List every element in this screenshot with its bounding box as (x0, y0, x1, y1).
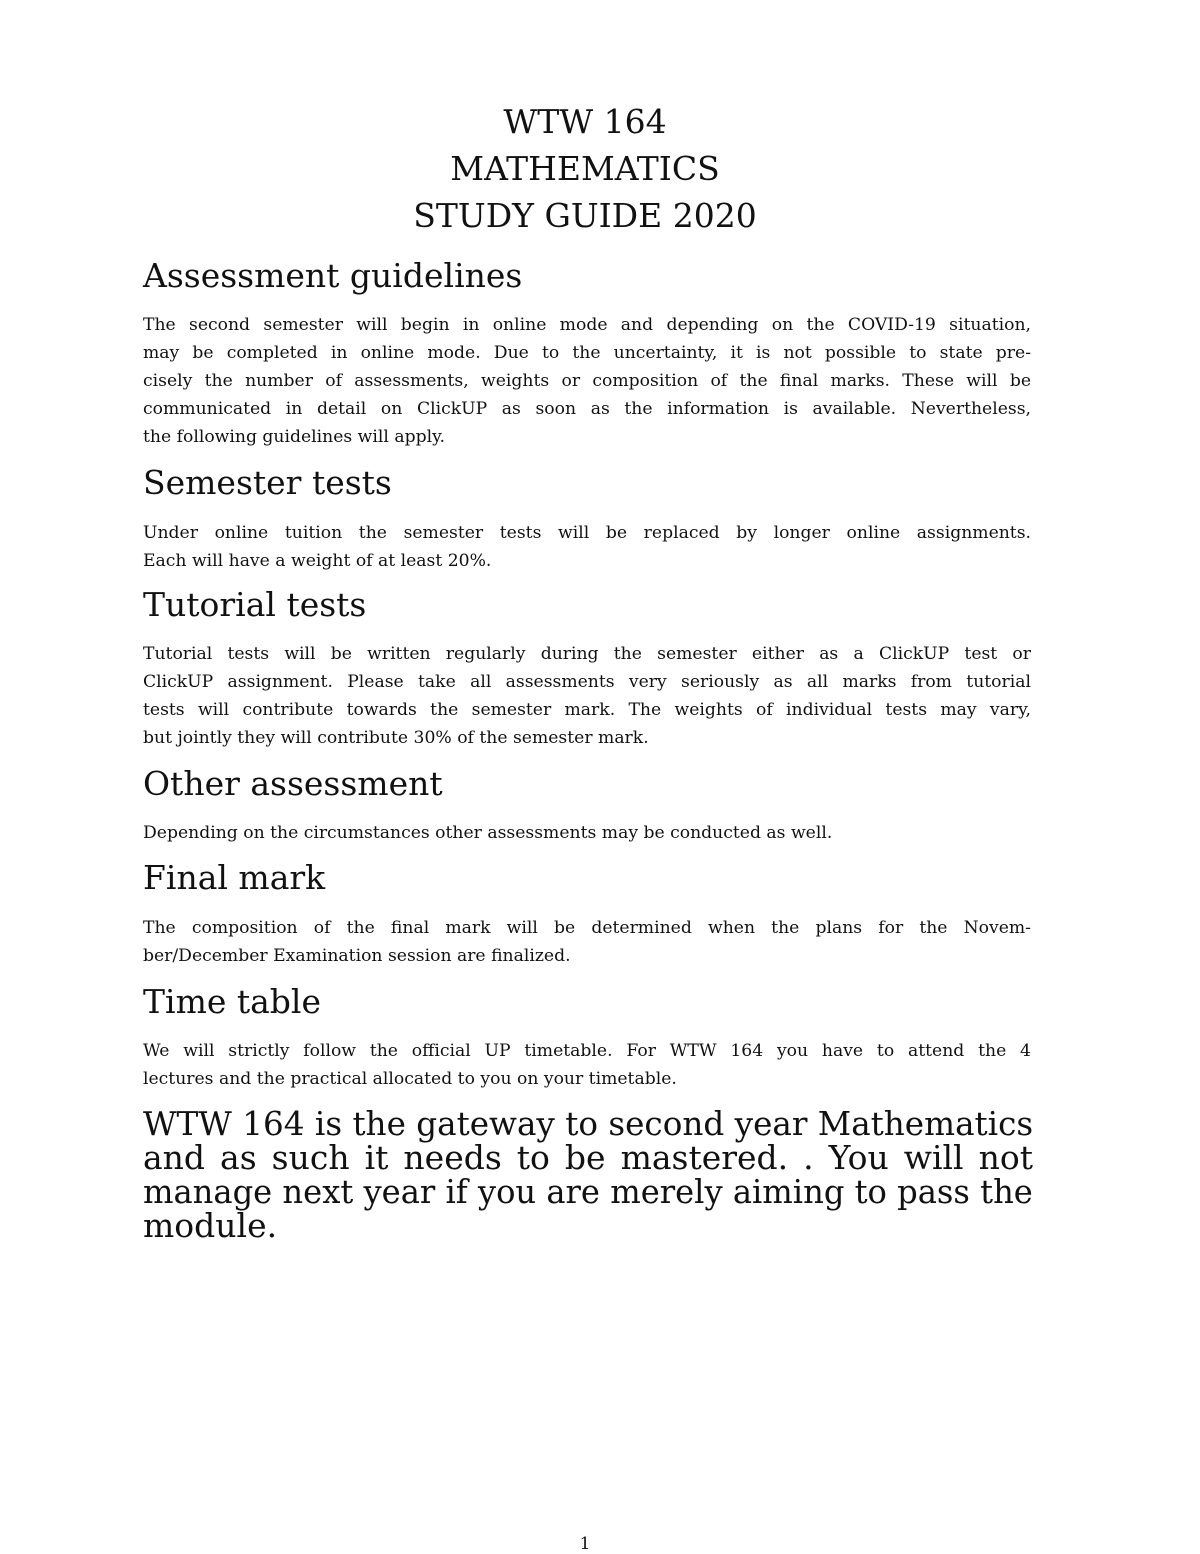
closing-line: WTW 164 is the gateway to second year Mathematics (143, 1104, 1034, 1143)
title-subject: MATHEMATICS (450, 149, 720, 188)
heading-time-table: Time table (143, 982, 322, 1021)
heading-other-assessment: Other assessment (143, 764, 443, 803)
title-course-code: WTW 164 (503, 102, 667, 141)
heading-assessment-guidelines: Assessment guidelines (143, 256, 523, 295)
closing-line: and as such it needs to be mastered. . You will not (143, 1138, 1033, 1177)
text-line: may be completed in online mode. Due to the uncertainty, it is not possible to state pre- (143, 343, 1031, 363)
paragraph-final-mark (143, 914, 1031, 970)
text-line: The second semester will begin in online mode and depending on the COVID-19 situation, (143, 315, 1031, 335)
title-study-guide-year: STUDY GUIDE 2020 (413, 196, 757, 235)
paragraph-assessment-guidelines (143, 311, 1031, 451)
text-line: communicated in detail on ClickUP as soon as the information is available. Nevertheless, (143, 399, 1031, 419)
text-line: Each will have a weight of at least 20%. (143, 551, 492, 571)
text-line: lectures and the practical allocated to you on your timetable. (143, 1069, 677, 1089)
paragraph-tutorial-tests (143, 640, 1031, 752)
text-line: Under online tuition the semester tests will be replaced by longer online assignments. (143, 523, 1031, 543)
paragraph-time-table (143, 1037, 1031, 1093)
text-line: but jointly they will contribute 30% of the semester mark. (143, 728, 649, 748)
text-line: Tutorial tests will be written regularly during the semester either as a ClickUP test or (143, 644, 1031, 664)
text-line: cisely the number of assessments, weights or composition of the final marks. These will be (143, 371, 1031, 391)
text-line: ber/December Examination session are finalized. (143, 946, 571, 966)
text-line: We will strictly follow the official UP timetable. For WTW 164 you have to attend the 4 (143, 1041, 1031, 1061)
text-line: ClickUP assignment. Please take all assessments very seriously as all marks from tutorial (143, 672, 1031, 692)
text-line: Depending on the circumstances other assessments may be conducted as well. (143, 823, 833, 843)
text-line: the following guidelines will apply. (143, 427, 445, 447)
closing-line: manage next year if you are merely aiming to pass the (143, 1172, 1033, 1211)
paragraph-other-assessment (143, 819, 1031, 847)
heading-semester-tests: Semester tests (143, 463, 392, 502)
text-line: tests will contribute towards the semester mark. The weights of individual tests may vary, (143, 700, 1031, 720)
heading-final-mark: Final mark (143, 858, 326, 897)
text-line: The composition of the final mark will be determined when the plans for the Novem- (143, 918, 1031, 938)
page-number: 1 (579, 1534, 591, 1554)
document-title (0, 98, 1170, 239)
paragraph-semester-tests (143, 519, 1031, 575)
closing-statement (143, 1104, 1034, 1245)
closing-line: module. (143, 1206, 278, 1245)
heading-tutorial-tests: Tutorial tests (143, 585, 367, 624)
